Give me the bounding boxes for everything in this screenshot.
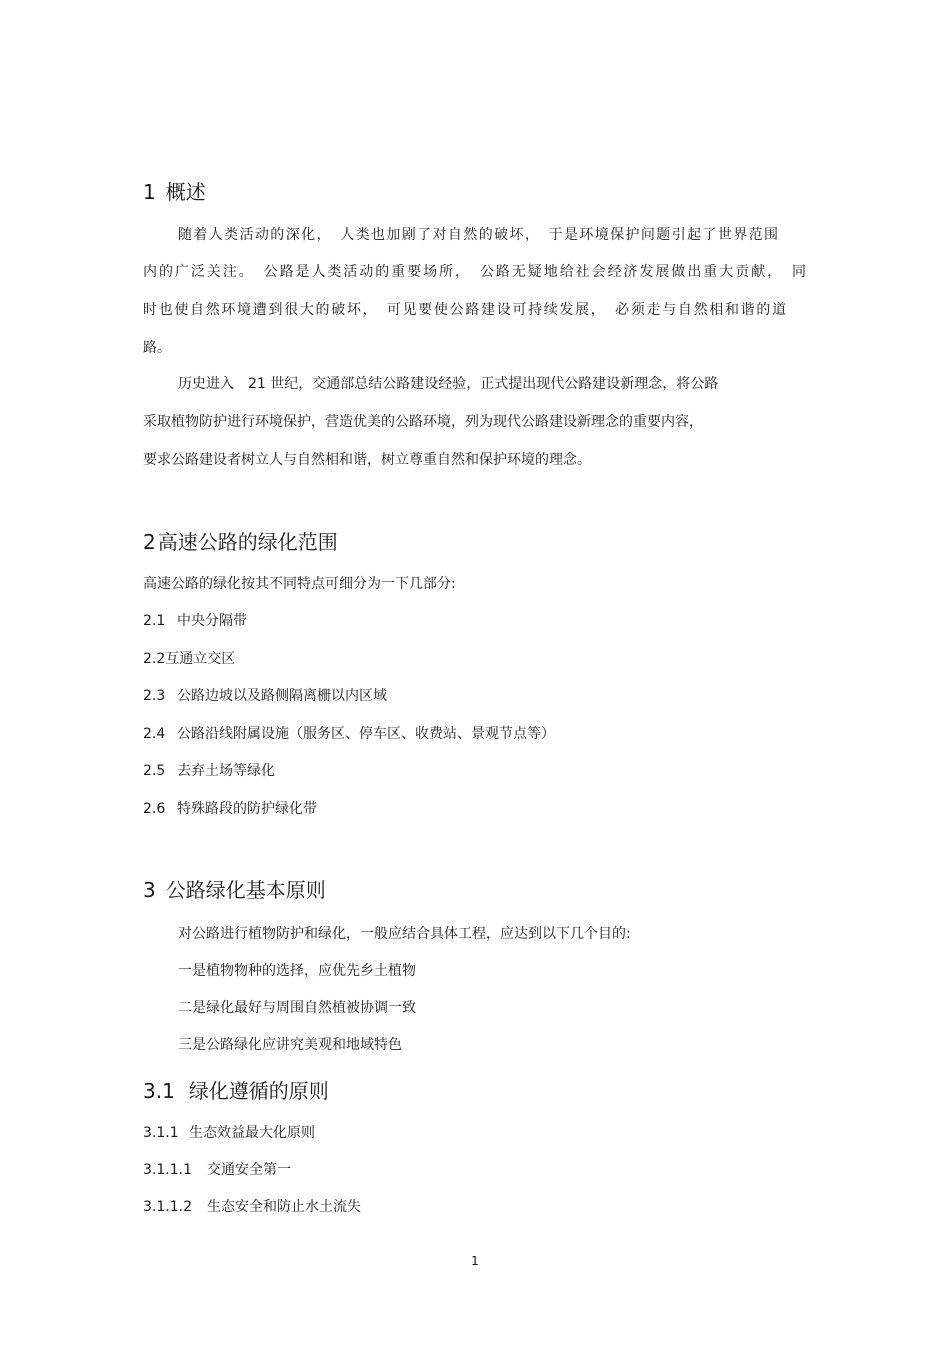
section-title: 概述 xyxy=(165,180,206,204)
list-item xyxy=(143,1161,291,1179)
item-text: 生态安全和防止水土流失 xyxy=(207,1199,361,1215)
paragraph-line: 二是绿化最好与周围自然植被协调一致 xyxy=(178,1000,416,1016)
list-item xyxy=(143,687,387,705)
item-text: 互通立交区 xyxy=(165,651,236,667)
item-text: 特殊路段的防护绿化带 xyxy=(177,801,317,817)
item-number: 3.1.1 xyxy=(143,1125,179,1141)
section-intro: 高速公路的绿化按其不同特点可细分为一下几部分: xyxy=(143,576,456,592)
page-number: 1 xyxy=(471,1254,479,1268)
paragraph-line: 时也使自然环境遭到很大的破坏， 可见要使公路建设可持续发展， 必须走与自然相和谐的道 xyxy=(143,302,786,318)
section-number: 3 xyxy=(143,878,156,902)
item-text: 中央分隔带 xyxy=(177,613,247,629)
paragraph-line: 三是公路绿化应讲究美观和地域特色 xyxy=(178,1037,402,1053)
item-number: 2.4 xyxy=(143,726,166,742)
item-text: 去弃土场等绿化 xyxy=(177,763,275,779)
item-number: 2.2 xyxy=(143,651,166,667)
item-number: 3.1.1.1 xyxy=(143,1162,192,1178)
list-item xyxy=(143,650,235,668)
list-item xyxy=(143,612,247,630)
section-title: 公路绿化基本原则 xyxy=(165,878,326,902)
item-text: 交通安全第一 xyxy=(207,1162,291,1178)
paragraph-line: 内的广泛关注。 公路是人类活动的重要场所， 公路无疑地给社会经济发展做出重大贡献， 同 xyxy=(143,264,806,280)
paragraph-line: 随着人类活动的深化， 人类也加剧了对自然的破坏， 于是环境保护问题引起了世界范围 xyxy=(178,227,778,243)
list-item xyxy=(143,1198,361,1216)
paragraph-line: 历史进入 21 世纪，交通部总结公路建设经验，正式提出现代公路建设新理念，将公路 xyxy=(178,376,719,392)
section-1-heading xyxy=(143,180,206,204)
section-title: 高速公路的绿化范围 xyxy=(157,530,338,554)
list-item xyxy=(143,762,275,780)
subsection-title: 绿化遵循的原则 xyxy=(188,1079,329,1103)
item-number: 3.1.1.2 xyxy=(143,1199,192,1215)
item-text: 公路边坡以及路侧隔离栅以内区域 xyxy=(177,688,387,704)
paragraph-line: 要求公路建设者树立人与自然相和谐，树立尊重自然和保护环境的理念。 xyxy=(143,452,591,468)
section-number: 2 xyxy=(143,530,156,554)
subsection-3-1-heading xyxy=(143,1079,329,1103)
item-number: 2.3 xyxy=(143,688,166,704)
section-number: 1 xyxy=(143,180,156,204)
section-3-heading xyxy=(143,878,326,902)
paragraph-line: 采取植物防护进行环境保护，营造优美的公路环境，列为现代公路建设新理念的重要内容， xyxy=(143,414,703,430)
item-number: 2.6 xyxy=(143,801,166,817)
item-text: 生态效益最大化原则 xyxy=(189,1125,315,1141)
subsection-number: 3.1 xyxy=(143,1079,175,1103)
item-number: 2.5 xyxy=(143,763,166,779)
item-number: 2.1 xyxy=(143,613,166,629)
paragraph-line: 一是植物物种的选择，应优先乡土植物 xyxy=(178,963,416,979)
list-item xyxy=(143,800,317,818)
list-item xyxy=(143,1124,315,1142)
list-item xyxy=(143,725,555,743)
paragraph-line: 对公路进行植物防护和绿化，一般应结合具体工程，应达到以下几个目的: xyxy=(178,926,631,942)
section-2-heading xyxy=(143,530,338,554)
item-text: 公路沿线附属设施（服务区、停车区、收费站、景观节点等） xyxy=(177,726,555,742)
paragraph-line: 路。 xyxy=(143,340,171,356)
